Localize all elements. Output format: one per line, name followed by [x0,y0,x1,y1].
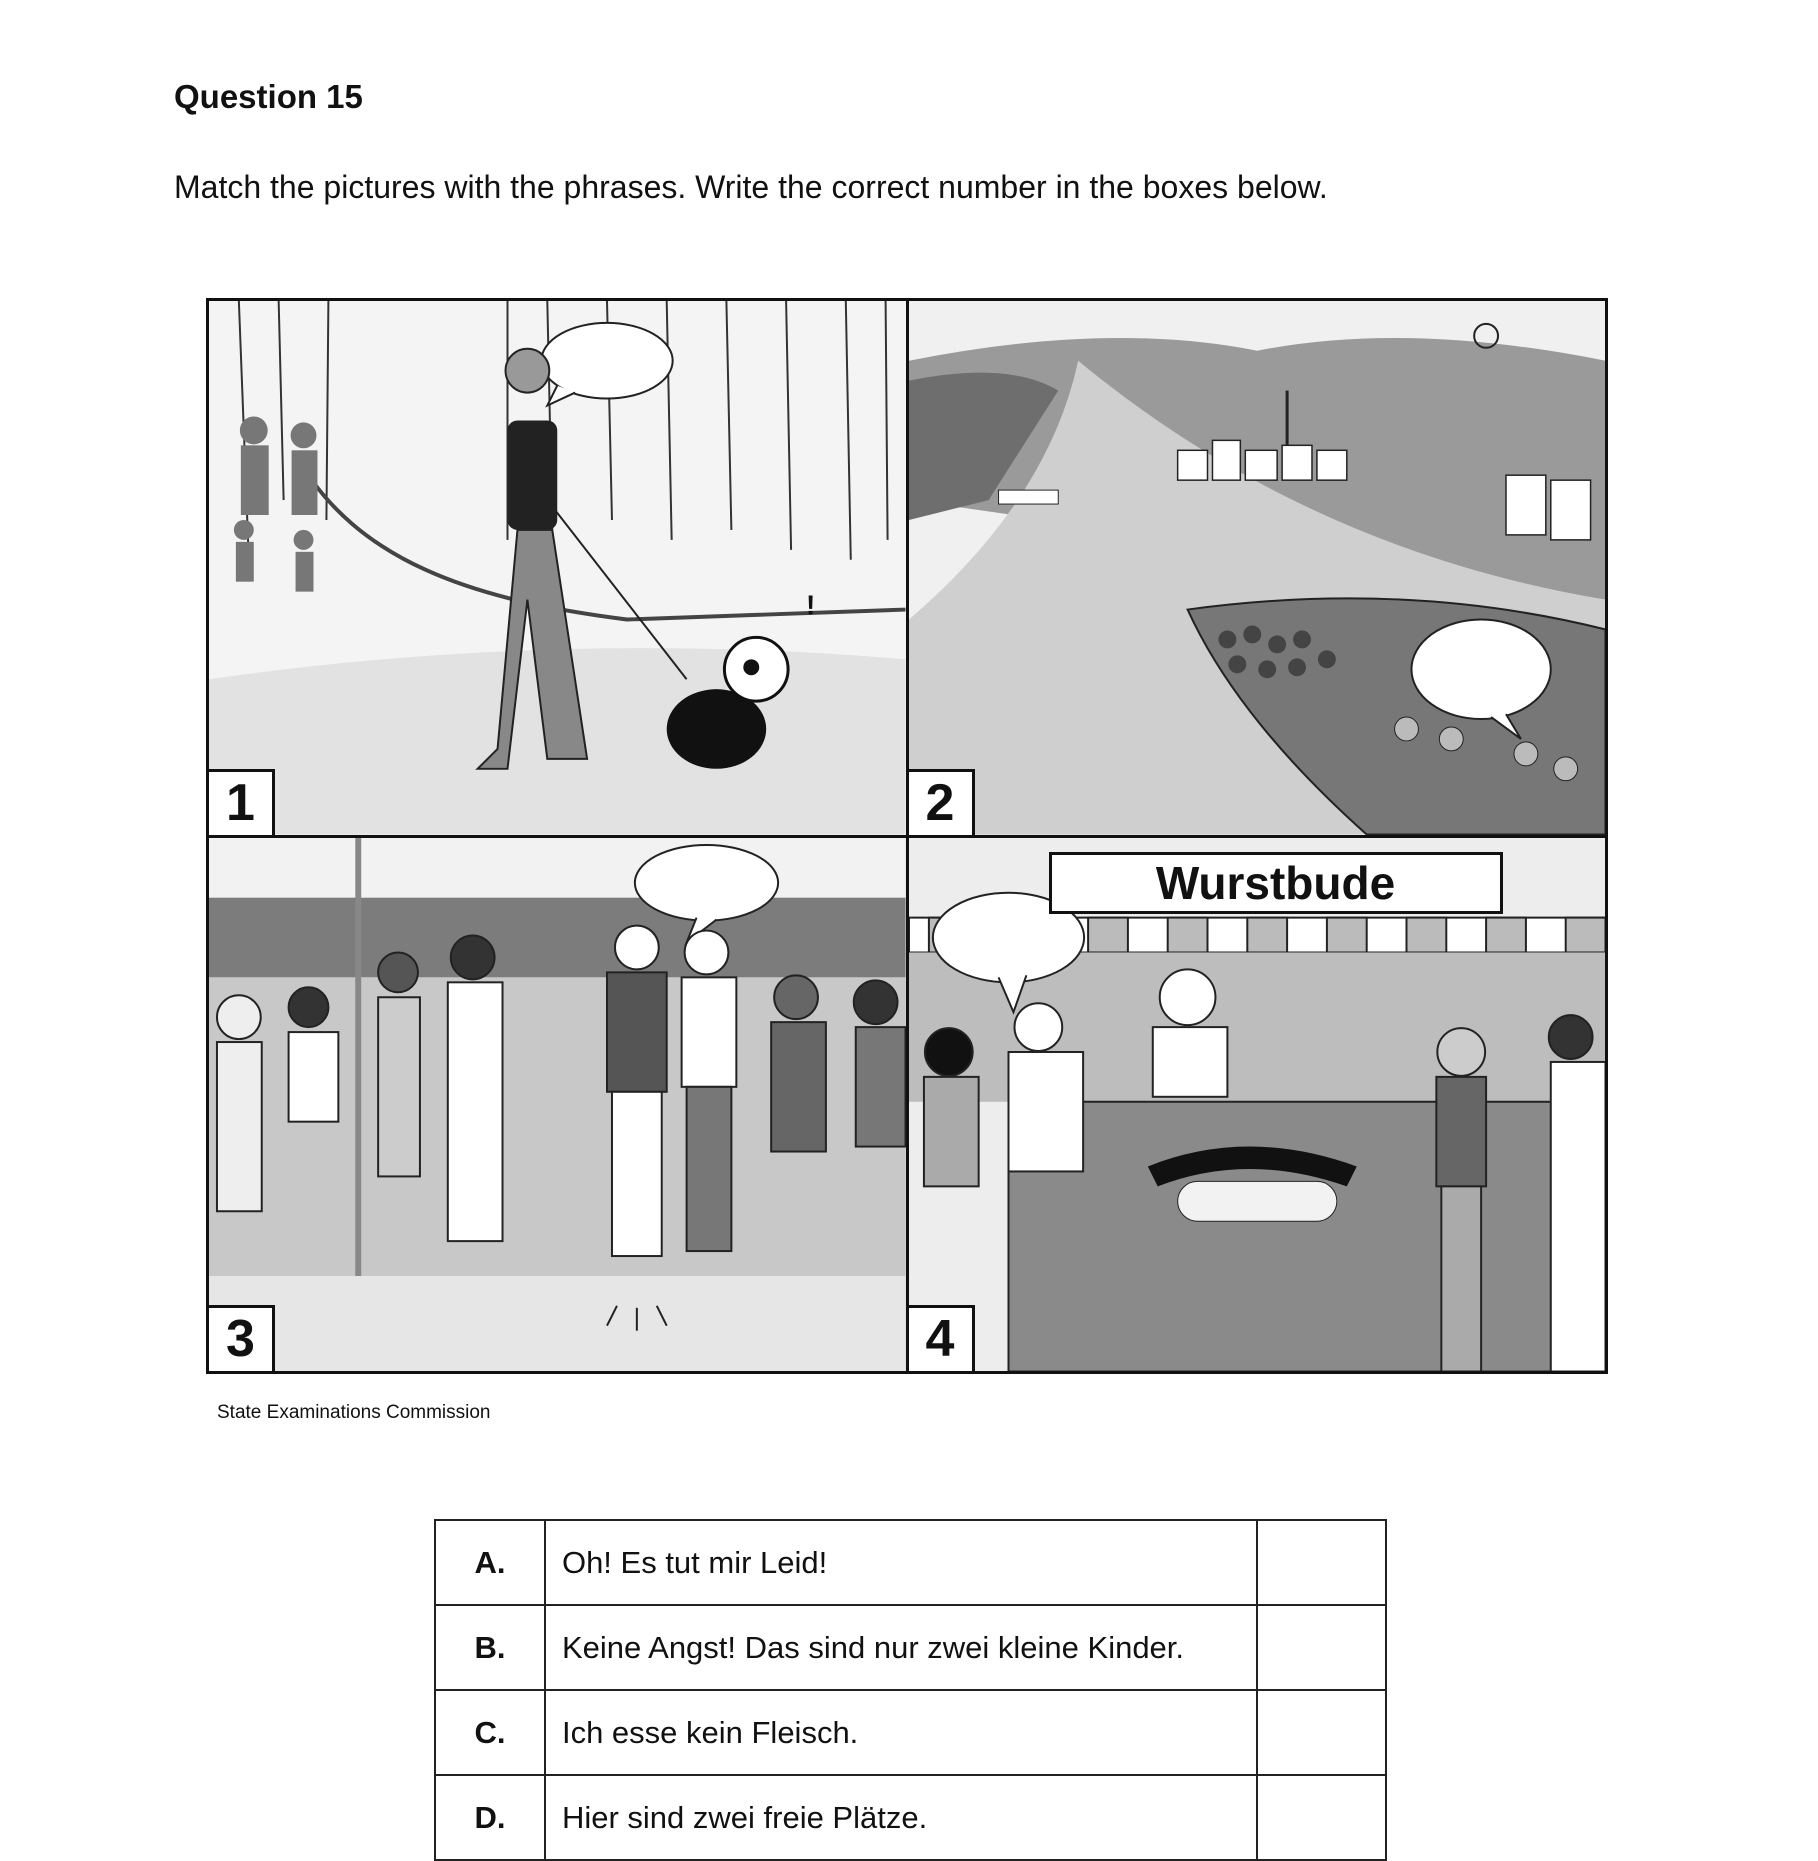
question-title: Question 15 [174,78,363,115]
phrase-letter: B. [435,1605,545,1690]
answer-box[interactable] [1257,1690,1386,1775]
answer-box[interactable] [1257,1775,1386,1860]
answer-box[interactable] [1257,1605,1386,1690]
phrase-text: Ich esse kein Fleisch. [545,1690,1257,1775]
picture-panel-2 [909,301,1606,835]
picture-panel-1 [209,301,906,835]
phrase-text: Oh! Es tut mir Leid! [545,1520,1257,1605]
panel-number-2: 2 [909,769,975,835]
picture-panel-3 [209,838,906,1372]
phrase-letter: D. [435,1775,545,1860]
wurstbude-sign: Wurstbude [1049,852,1503,914]
forest-walk-illustration [209,301,906,835]
panel-number-1: 1 [209,769,275,835]
picture-grid [206,298,1608,1374]
matching-table [434,1519,1387,1861]
subway-illustration [209,838,906,1372]
phrase-letter: C. [435,1690,545,1775]
phrase-text: Keine Angst! Das sind nur zwei kleine Kinder. [545,1605,1257,1690]
phrase-letter: A. [435,1520,545,1605]
table-row [435,1605,1386,1690]
table-row [435,1520,1386,1605]
picture-panel-4 [909,838,1606,1372]
table-row [435,1690,1386,1775]
panel-number-3: 3 [209,1305,275,1371]
table-row [435,1775,1386,1860]
question-instruction: Match the pictures with the phrases. Write the correct number in the boxes below. [174,169,1328,205]
svg-text:!: ! [806,589,816,621]
image-credit: State Examinations Commission [217,1402,491,1423]
answer-box[interactable] [1257,1520,1386,1605]
panel-number-4: 4 [909,1305,975,1371]
phrase-text: Hier sind zwei freie Plätze. [545,1775,1257,1860]
sausage-stand-illustration [909,838,1606,1372]
river-boat-illustration [909,301,1606,835]
